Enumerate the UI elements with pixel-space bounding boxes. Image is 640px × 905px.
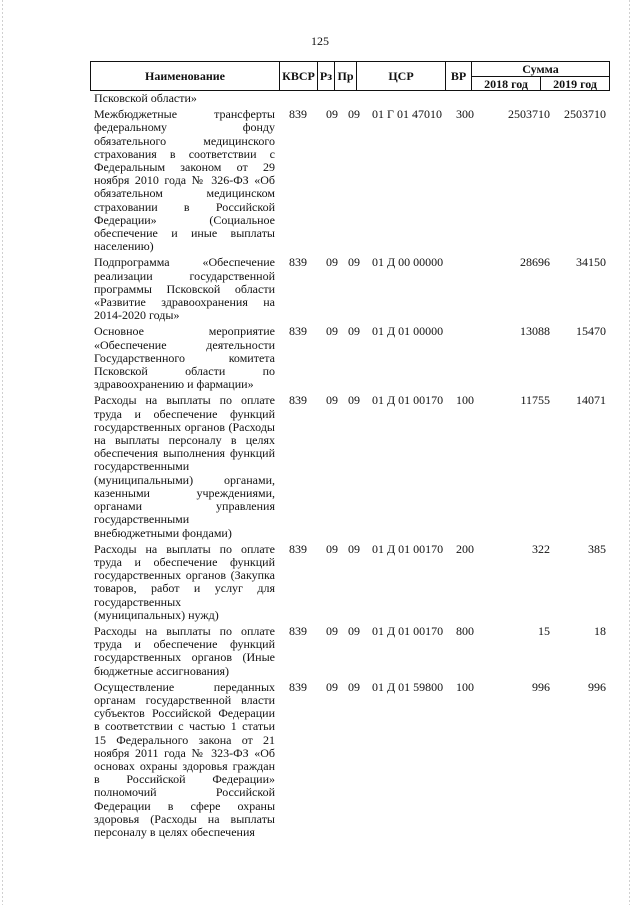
row-pr: 09 [348,623,360,638]
row-rz: 09 [326,623,338,638]
table-row [94,108,614,253]
row-kvsr: 839 [289,541,307,556]
header-sum [472,62,609,90]
row-kvsr: 839 [289,393,307,408]
header-vr: ВР [446,62,472,90]
row-sum-2019: 14071 [576,393,606,408]
table-row [94,543,614,622]
row-sum-2018: 322 [532,541,550,556]
header-sum-years [472,77,609,91]
row-name: Расходы на выплаты по оплате труда и обеспечение функций государственных органов (Расходы на выплаты персоналу в целях обеспечения выполнения функций государственными (муниципальными) органами, казенными учреждениями, органами управления государственными внебюджетными фондами) [94,393,275,540]
header-name: Наименование [91,62,280,90]
row-rz: 09 [326,255,338,270]
row-rz: 09 [326,541,338,556]
row-sum-2018: 11755 [520,393,550,408]
header-rz: Рз [318,62,335,90]
row-csr: 01 Д 00 00000 [372,255,444,270]
row-name: Расходы на выплаты по оплате труда и обеспечение функций государственных органов (Иные бюджетные ассигнования) [94,623,275,678]
row-rz: 09 [326,679,338,694]
row-pr: 09 [348,541,360,556]
row-pr: 09 [348,107,360,122]
row-kvsr: 839 [289,679,307,694]
table-row [94,394,614,539]
row-sum-2018: 2503710 [508,107,550,122]
table-row [94,681,614,839]
row-name: Псковской области» [94,91,197,105]
row-name: Осуществление переданных органам государственной власти субъектов Российской Федерации в соответствии с частью 1 статьи 15 Федерального закона от 21 ноября 2011 года № 323-ФЗ «Об основах охраны здоровья граждан в Российской Федерации» полномочий Российской Федерации в сфере охраны здоровья (Расходы на выплаты персоналу в целях обеспечения [94,679,275,839]
row-csr: 01 Г 01 47010 [372,107,442,122]
header-year-2019: 2019 год [553,77,597,91]
row-name: Подпрограмма «Обеспечение реализации государственной программы Псковской области «Развитие здравоохранения на 2014-2020 годы» [94,255,275,323]
header-kvsr: КВСР [280,62,318,90]
header-sum-title: Сумма [472,62,609,77]
scan-edge-right [629,0,630,905]
row-csr: 01 Д 01 00170 [372,541,444,556]
row-sum-2018: 15 [538,623,550,638]
row-sum-2019: 15470 [576,324,606,339]
table-row [94,325,614,391]
row-vr: 100 [456,679,474,694]
row-sum-2019: 385 [588,541,606,556]
row-pr: 09 [348,393,360,408]
table-body [94,92,614,842]
row-vr: 300 [456,107,474,122]
row-rz: 09 [326,107,338,122]
row-rz: 09 [326,324,338,339]
row-csr: 01 Д 01 00170 [372,393,444,408]
row-sum-2018: 13088 [520,324,550,339]
row-sum-2018: 28696 [520,255,550,270]
header-csr: ЦСР [357,62,446,90]
row-pr: 09 [348,255,360,270]
row-pr: 09 [348,324,360,339]
row-sum-2019: 18 [594,623,606,638]
row-sum-2019: 34150 [576,255,606,270]
scan-edge-left [2,0,3,905]
row-csr: 01 Д 01 59800 [372,679,444,694]
row-kvsr: 839 [289,324,307,339]
table-header [90,61,610,91]
header-pr: Пр [335,62,357,90]
page-number: 125 [311,34,329,48]
row-pr: 09 [348,679,360,694]
row-kvsr: 839 [289,623,307,638]
row-csr: 01 Д 01 00000 [372,324,444,339]
row-vr: 100 [456,393,474,408]
table-row [94,256,614,322]
row-kvsr: 839 [289,107,307,122]
row-vr: 200 [456,541,474,556]
row-rz: 09 [326,393,338,408]
row-sum-2019: 996 [588,679,606,694]
table-row [94,625,614,678]
row-name: Межбюджетные трансферты федеральному фонду обязательного медицинского страхования в соответствии с Федеральным законом от 29 ноября 2010 года № 326-ФЗ «Об обязательном медицинском страховании в Российской Федерации» (Социальное обеспечение и иные выплаты населению) [94,107,275,254]
row-name: Основное мероприятие «Обеспечение деятельности Государственного комитета Псковской области по здравоохранению и фармации» [94,324,275,392]
table-row [94,92,614,105]
row-name: Расходы на выплаты по оплате труда и обеспечение функций государственных органов (Закупка товаров, работ и услуг для государственных (муниципальных) нужд) [94,541,275,622]
header-year-2018: 2018 год [472,77,541,91]
row-sum-2018: 996 [532,679,550,694]
row-kvsr: 839 [289,255,307,270]
row-csr: 01 Д 01 00170 [372,623,444,638]
row-sum-2019: 2503710 [564,107,606,122]
row-vr: 800 [456,623,474,638]
